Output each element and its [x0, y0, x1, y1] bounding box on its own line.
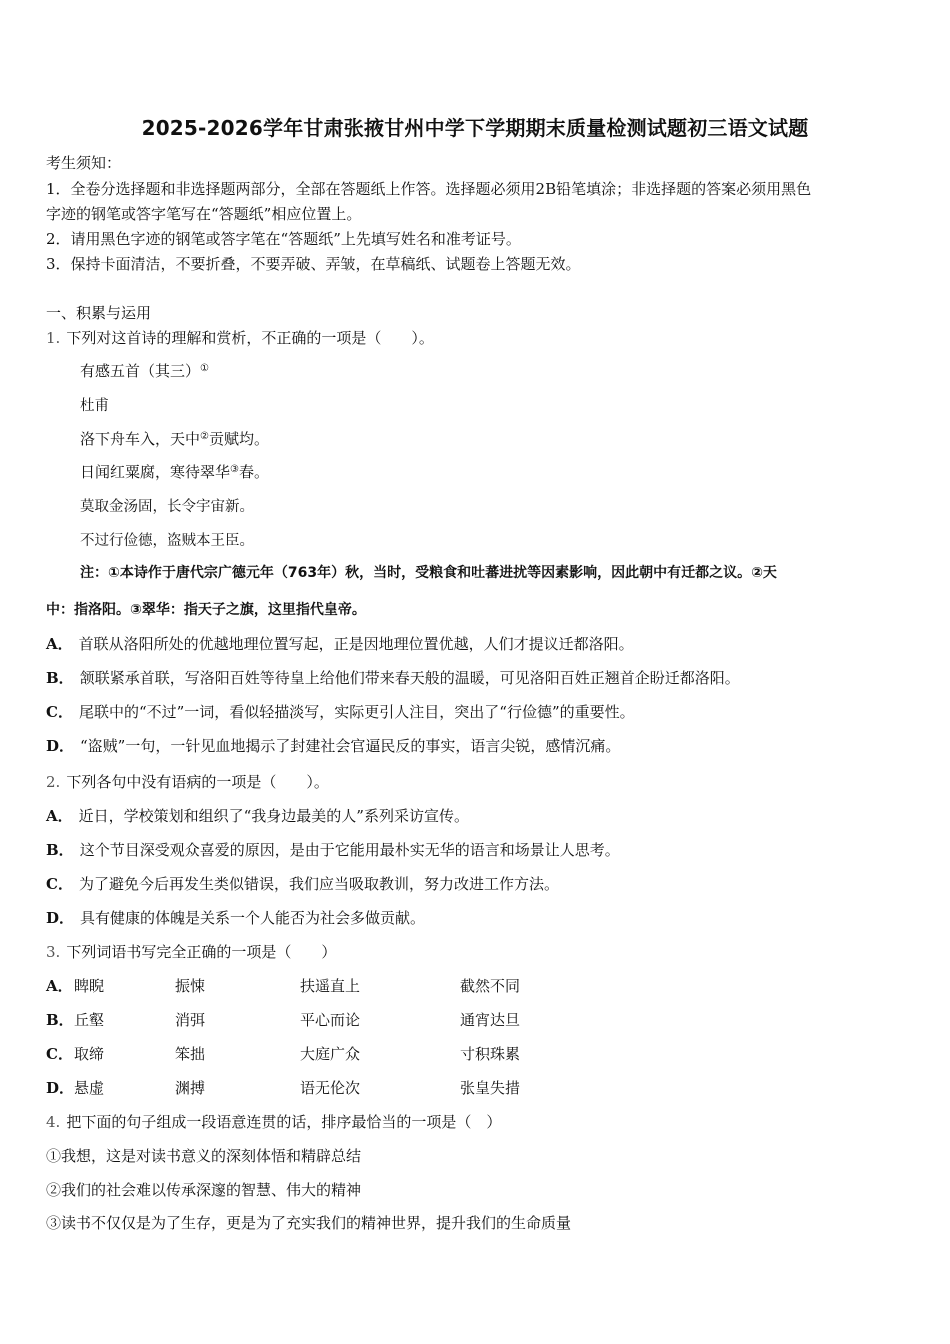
poem-note-cont: 中：指洛阳。③翠华：指天子之旗，这里指代皇帝。 — [46, 602, 366, 618]
word: 睥睨 — [74, 977, 105, 995]
question-stem: 把下面的句子组成一段语意连贯的话，排序最恰当的一项是（ ） — [66, 1113, 502, 1131]
poem-text: 洛下舟车入，天中 — [80, 430, 201, 448]
notice-item-1: 1．全卷分选择题和非选择题两部分，全部在答题纸上作答。选择题必须用2B铅笔填涂；非选择题的答案必须用黑色 — [46, 180, 812, 198]
footnote-mark: ① — [200, 363, 209, 374]
footnote-mark: ③ — [230, 464, 239, 475]
q1-option-a — [46, 633, 634, 654]
q1-option-b — [46, 667, 740, 688]
notice-item-1-cont: 字迹的钢笔或答字笔写在“答题纸”相应位置上。 — [46, 205, 362, 223]
sentence-3: ③读书不仅仅是为了生存，更是为了充实我们的精神世界，提升我们的生命质量 — [46, 1214, 572, 1232]
word: 消弭 — [175, 1011, 206, 1029]
notice-item-2: 2．请用黑色字迹的钢笔或答字笔在“答题纸”上先填写姓名和准考证号。 — [46, 230, 521, 248]
option-text: 尾联中的“不过”一词，看似轻描淡写，实际更引人注目，突出了“行俭德”的重要性。 — [78, 703, 635, 721]
notice-item-3: 3．保持卡面清洁，不要折叠，不要弄破、弄皱，在草稿纸、试题卷上答题无效。 — [46, 255, 581, 273]
option-text: 近日，学校策划和组织了“我身边最美的人”系列采访宣传。 — [78, 807, 469, 825]
question-number: 3. — [46, 943, 61, 961]
word: 悬虚 — [74, 1079, 105, 1097]
word: 平心而论 — [300, 1011, 361, 1029]
option-label-text: D． — [46, 1079, 75, 1097]
q1-option-d — [46, 735, 620, 756]
poem-line-2 — [80, 461, 269, 482]
question-1 — [46, 327, 434, 348]
footnote-mark: ② — [200, 431, 209, 442]
option-label: B． — [46, 669, 74, 687]
word: 语无伦次 — [300, 1079, 361, 1097]
word: 通宵达旦 — [460, 1011, 521, 1029]
section-heading: 一、积累与运用 — [46, 304, 152, 322]
option-label-text: A． — [46, 977, 73, 995]
word: 寸积珠累 — [460, 1045, 521, 1063]
notice-heading: 考生须知： — [46, 154, 122, 172]
q2-option-c — [46, 873, 559, 894]
page-title: 2025-2026学年甘肃张掖甘州中学下学期期末质量检测试题初三语文试题 — [141, 116, 809, 140]
question-number: 4. — [46, 1113, 61, 1131]
poem-note: 注：①本诗作于唐代宗广德元年（763年）秋，当时，受粮食和吐蕃进扰等因素影响，因此朝中有迁都之议。②天 — [80, 565, 777, 581]
option-label: B． — [46, 841, 74, 859]
poem-line-1 — [80, 428, 269, 449]
option-label-text: B． — [46, 1011, 74, 1029]
option-text: 具有健康的体魄是关系一个人能否为社会多做贡献。 — [80, 909, 426, 927]
poem-line-4: 不过行俭德，盗贼本王臣。 — [80, 533, 254, 549]
poem-line-3: 莫取金汤固，长令宇宙新。 — [80, 499, 254, 515]
q2-option-b — [46, 839, 620, 860]
question-2 — [46, 771, 329, 792]
poem-author: 杜甫 — [80, 398, 109, 414]
option-label: A． — [46, 635, 73, 653]
word: 扶遥直上 — [300, 977, 361, 995]
word: 截然不同 — [460, 977, 521, 995]
q2-option-a — [46, 805, 469, 826]
word: 大庭广众 — [300, 1045, 361, 1063]
word: 振悚 — [175, 977, 206, 995]
sentence-2: ②我们的社会难以传承深邃的智慧、伟大的精神 — [46, 1181, 362, 1199]
q2-option-d — [46, 907, 425, 928]
q1-option-c — [46, 701, 635, 722]
question-3 — [46, 941, 336, 962]
option-label: C． — [46, 875, 73, 893]
option-text: 这个节目深受观众喜爱的原因，是由于它能用最朴实无华的语言和场景让人思考。 — [79, 841, 620, 859]
poem-text: 春。 — [238, 463, 269, 481]
word: 渊搏 — [175, 1079, 206, 1097]
option-text: 颔联紧承首联，写洛阳百姓等待皇上给他们带来春天般的温暖，可见洛阳百姓正翘首企盼迁都洛阳。 — [79, 669, 740, 687]
question-stem: 下列词语书写完全正确的一项是（ ） — [66, 943, 337, 961]
option-label-text: C． — [46, 1045, 73, 1063]
question-4 — [46, 1111, 501, 1132]
question-stem: 下列各句中没有语病的一项是（ ）。 — [66, 773, 329, 791]
option-label: D． — [46, 909, 75, 927]
poem-title-text: 有感五首（其三） — [80, 362, 201, 380]
option-label: A． — [46, 807, 73, 825]
poem-text: 贡赋均。 — [208, 430, 269, 448]
poem-text: 日闻红粟腐，寒待翠华 — [80, 463, 231, 481]
option-text: “盗贼”一句，一针见血地揭示了封建社会官逼民反的事实，语言尖锐，感情沉痛。 — [80, 737, 621, 755]
word: 张皇失措 — [460, 1079, 521, 1097]
option-label: D． — [46, 737, 75, 755]
option-label: C． — [46, 703, 73, 721]
word: 丘壑 — [74, 1011, 105, 1029]
question-stem: 下列对这首诗的理解和赏析，不正确的一项是（ ）。 — [66, 329, 434, 347]
option-text: 首联从洛阳所处的优越地理位置写起，正是因地理位置优越，人们才提议迁都洛阳。 — [78, 635, 634, 653]
word: 笨拙 — [175, 1045, 206, 1063]
question-number: 1. — [46, 329, 61, 347]
question-number: 2. — [46, 773, 61, 791]
option-text: 为了避免今后再发生类似错误，我们应当吸取教训，努力改进工作方法。 — [78, 875, 559, 893]
sentence-1: ①我想，这是对读书意义的深刻体悟和精辟总结 — [46, 1147, 362, 1165]
poem-title — [80, 360, 209, 381]
word: 取缔 — [74, 1045, 105, 1063]
